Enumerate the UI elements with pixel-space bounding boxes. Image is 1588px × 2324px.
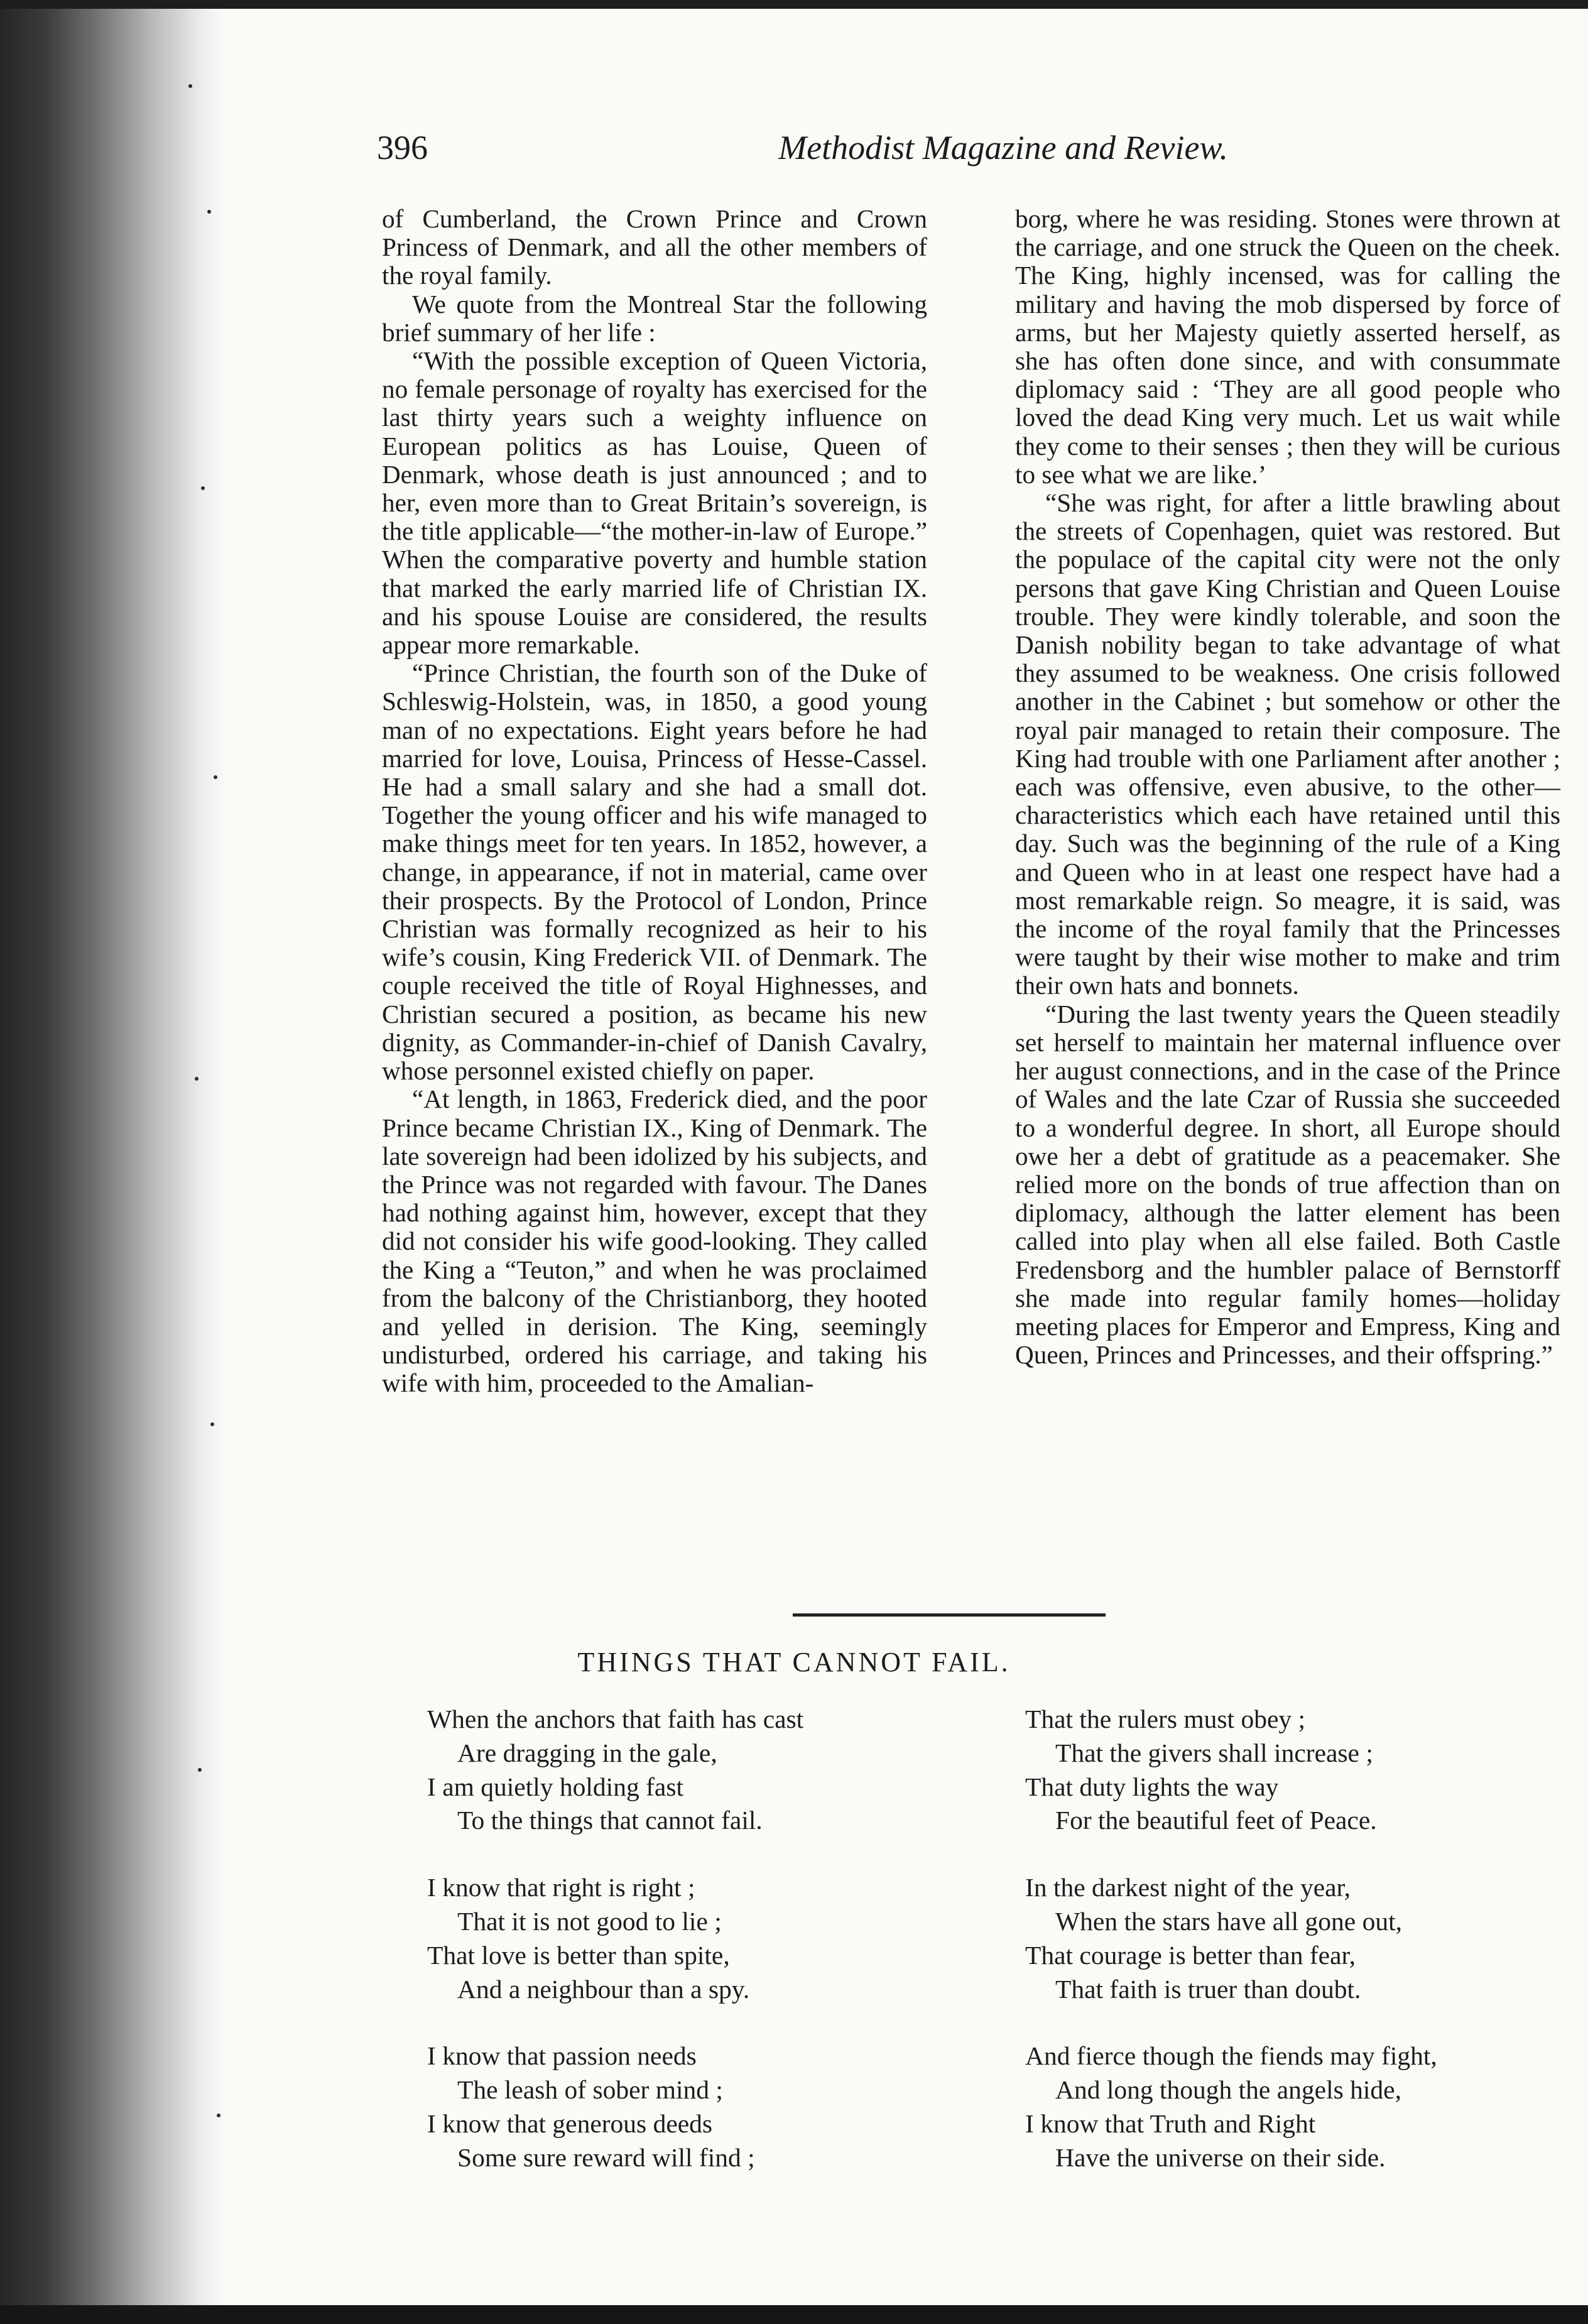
article-paragraph: “At length, in 1863, Frederick died, and the poor Prince became Christian IX., King of Denmark. The late sovereign had been idolized by his subjects, and the Prince was not regarded with favour. The Danes had nothing against him, however, except that they did not consider his wife good-looking. They called the King a “Teuton,” and when he was proclaimed from the balcony of the Christianborg, they hooted and yelled in derision. The King, seemingly undisturbed, ordered his carriage, and taking his wife with him, proceeded to the Amalian- bbox=[382, 1084, 927, 1398]
article-paragraph: We quote from the Montreal Star the following brief summary of her life : bbox=[382, 289, 927, 347]
article-paragraph: “With the possible exception of Queen Victoria, no female personage of royalty has exercised for the last thirty years such a weighty influence on European politics as has Louise, Queen of Denmark, whose death is just announced ; and to her, even more than to Great Britain’s sovereign, is the title applicable—“the mother-in-law of Europe.” When the comparative poverty and humble station that marked the early married life of Christian IX. and his spouse Louise are considered, the results appear more remarkable. bbox=[382, 346, 927, 660]
poem-line: I know that passion needs bbox=[427, 2041, 697, 2071]
poem-stanza bbox=[1025, 1703, 1437, 1838]
section-divider bbox=[793, 1613, 1106, 1617]
poem-line: When the anchors that faith has cast bbox=[427, 1705, 804, 1733]
article-paragraph: “During the last twenty years the Queen steadily set herself to maintain her maternal influence over her august connections, and in the case of the Prince of Wales and the late Czar of Russia she succeeded to a wonderful degree. In short, all Europe should owe her a debt of gratitude as a peacemaker. She relied more on the bonds of true affection than on diplomacy, although the latter element has been called into play when all else failed. Both Castle Fredensborg and the humbler palace of Bernstorff she made into regular family homes—holiday meeting places for Emperor and Empress, King and Queen, Princes and Princesses, and their offspring.” bbox=[1015, 999, 1560, 1370]
page-header bbox=[377, 126, 1228, 170]
bottom-border-rule bbox=[0, 2305, 1588, 2324]
poem-line: That duty lights the way bbox=[1025, 1772, 1279, 1801]
scan-speck bbox=[198, 1768, 202, 1772]
poem-line: That the givers shall increase ; bbox=[1055, 1738, 1373, 1767]
scan-speck bbox=[201, 486, 205, 490]
running-title: Methodist Magazine and Review. bbox=[778, 129, 1228, 166]
scan-speck bbox=[210, 1422, 214, 1426]
article-paragraph: “Prince Christian, the fourth son of the Duke of Schleswig-Holstein, was, in 1850, a good young man of no expectations. Eight years before he had married for love, Louisa, Princess of Hesse-Cassel. He had a small salary and she had a small dot. Together the young officer and his wife managed to make things meet for ten years. In 1852, however, a change, in appearance, if not in material, came over their prospects. By the Protocol of London, Prince Christian was formally recognized as heir to his wife’s cousin, King Frederick VII. of Denmark. The couple received the title of Royal Highnesses, and Christian secured a position, as became his new dignity, as Commander-in-chief of Danish Cavalry, whose personnel existed chiefly on paper. bbox=[382, 658, 927, 1086]
poem-line: And a neighbour than a spy. bbox=[457, 1974, 750, 2004]
poem-stanza bbox=[427, 1871, 803, 2006]
poem-left-column bbox=[427, 1703, 803, 2208]
scan-speck bbox=[207, 210, 211, 214]
top-border-rule bbox=[0, 0, 1588, 9]
scan-speck bbox=[188, 84, 192, 88]
poem-stanza bbox=[1025, 2039, 1437, 2174]
poem-line: And long though the angels hide, bbox=[1055, 2075, 1401, 2105]
poem-right-column bbox=[1025, 1703, 1437, 2208]
poem-line: That love is better than spite, bbox=[427, 1940, 730, 1970]
scan-speck bbox=[214, 775, 217, 779]
article-paragraph: of Cumberland, the Crown Prince and Crown Princess of Denmark, and all the other members of the royal family. bbox=[382, 204, 927, 290]
scan-speck bbox=[195, 1077, 198, 1081]
poem-line: I know that right is right ; bbox=[427, 1873, 695, 1902]
poem-line: Have the universe on their side. bbox=[1055, 2142, 1386, 2172]
poem-line: That faith is truer than doubt. bbox=[1055, 1974, 1361, 2004]
poem-line: To the things that cannot fail. bbox=[457, 1806, 763, 1835]
article-left-column bbox=[382, 205, 927, 1398]
poem-line: When the stars have all gone out, bbox=[1055, 1906, 1403, 1936]
poem-line: That the rulers must obey ; bbox=[1025, 1705, 1306, 1733]
poem-line: Some sure reward will find ; bbox=[457, 2142, 755, 2172]
poem-line: The leash of sober mind ; bbox=[457, 2075, 723, 2105]
poem-line: Are dragging in the gale, bbox=[457, 1738, 717, 1767]
poem-stanza bbox=[427, 2039, 803, 2174]
poem-line: That courage is better than fear, bbox=[1025, 1940, 1356, 1970]
poem-line: That it is not good to lie ; bbox=[457, 1906, 722, 1936]
poem-title: THINGS THAT CANNOT FAIL. bbox=[577, 1647, 1011, 1678]
scan-speck bbox=[217, 2114, 220, 2117]
article-paragraph: “She was right, for after a little brawling about the streets of Copenhagen, quiet was restored. But the populace of the capital city were not the only persons that gave King Christian and Queen Louise trouble. They were kindly tolerable, and soon the Danish nobility began to take advantage of what they assumed to be weakness. One crisis followed another in the Cabinet ; but somehow or other the royal pair managed to retain their composure. The King had trouble with one Parliament after another ; each was offensive, even abusive, to the other—characteristics which each have retained until this day. Such was the beginning of the rule of a King and Queen who in at least one respect have had a most remarkable reign. So meagre, it is said, was the income of the royal family that the Princesses were taught by their wise mother to make and trim their own hats and bonnets. bbox=[1015, 488, 1560, 1000]
poem-line: I know that generous deeds bbox=[427, 2109, 713, 2138]
poem-line: In the darkest night of the year, bbox=[1025, 1873, 1351, 1902]
poem-stanza bbox=[427, 1703, 803, 1838]
poem-line: I am quietly holding fast bbox=[427, 1772, 684, 1801]
poem-line: For the beautiful feet of Peace. bbox=[1055, 1806, 1377, 1835]
poem-stanza bbox=[1025, 1871, 1437, 2006]
article-right-column bbox=[1015, 205, 1560, 1369]
scanned-binding-edge bbox=[0, 9, 226, 2305]
poem-line: And fierce though the fiends may fight, bbox=[1025, 2041, 1437, 2071]
poem-line: I know that Truth and Right bbox=[1025, 2109, 1316, 2138]
page-number: 396 bbox=[377, 129, 428, 166]
article-paragraph: borg, where he was residing. Stones were thrown at the carriage, and one struck the Queen on the cheek. The King, highly incensed, was for calling the military and having the mob dispersed by force of arms, but her Majesty quietly asserted herself, as she has often done since, and with consummate diplomacy said : ‘They are all good people who loved the dead King very much. Let us wait while they come to their senses ; then they will be curious to see what we are like.’ bbox=[1015, 204, 1560, 489]
